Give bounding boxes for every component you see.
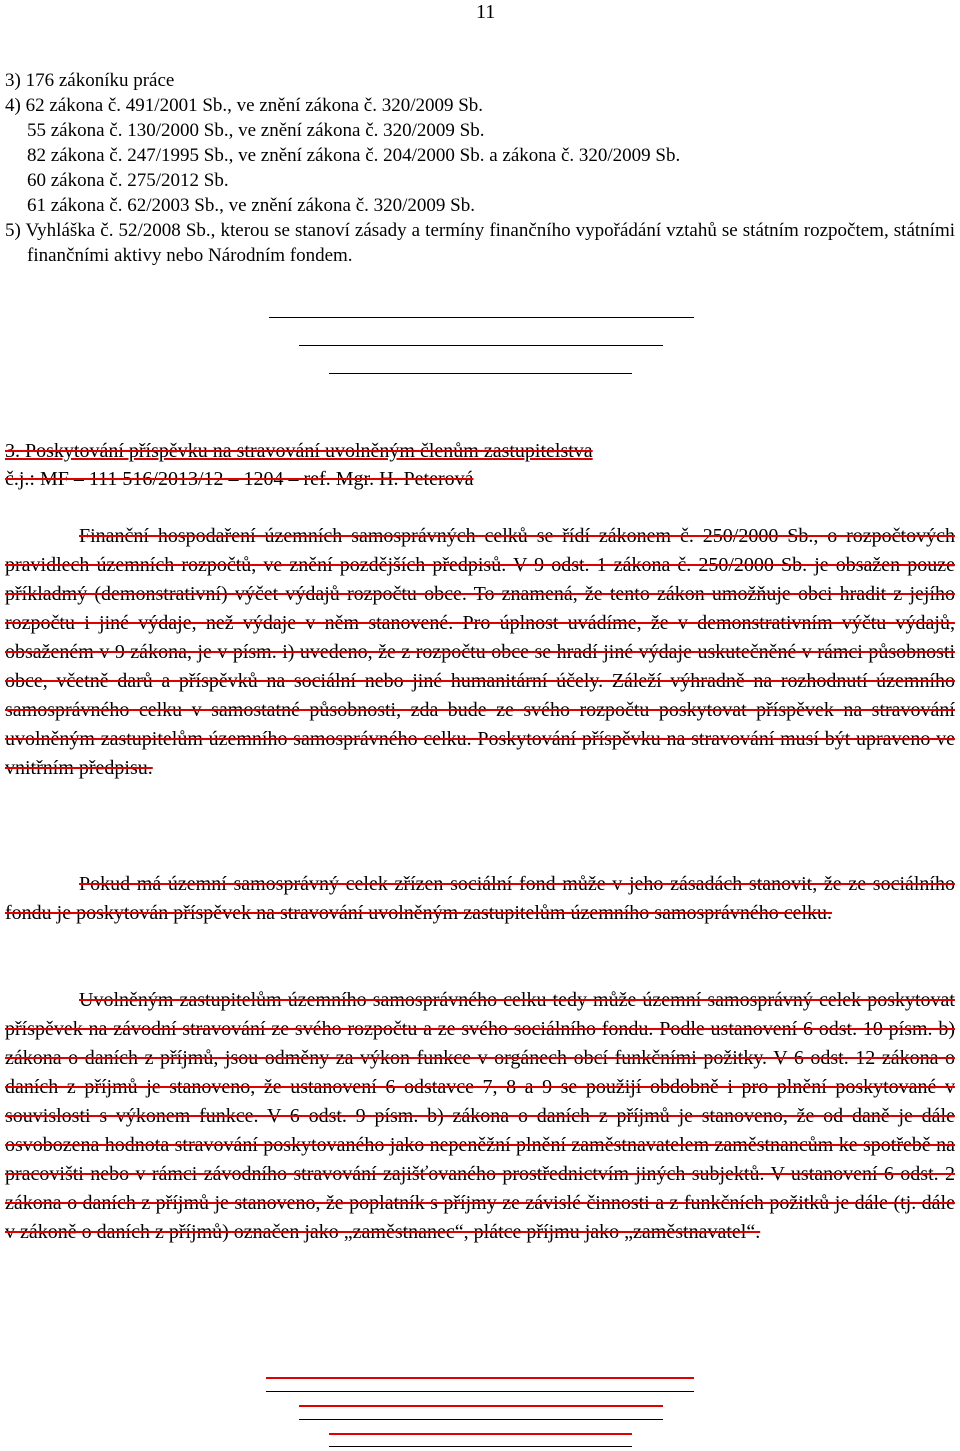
separator-line — [269, 317, 694, 318]
reference-line: 60 zákona č. 275/2012 Sb. — [27, 170, 229, 191]
separator-line — [329, 1446, 632, 1447]
paragraph-socialni-fond: Pokud má územní samosprávný celek zřízen sociální fond může v jeho zásadách stanovit, že ze sociálního fondu je poskytován příspěvek na stravování uvolněným zastupitelům územního samosprávného celku. — [5, 873, 955, 924]
paragraph-uvolnenym-zastupitelum: Uvolněným zastupitelům územního samosprávného celku tedy může územní samosprávný celek poskytovat příspěvek na závodní stravování ze svého rozpočtu a ze svého sociálního fondu. Podle ustanovení 6 odst. 10 písm. b) zákona o daních z příjmů, jsou odměny za výkon funkce v orgánech obcí funkčními požitky. V 6 odst. 12 zákona o daních z příjmů je stanoveno, že ustanovení 6 odstavce 7, 8 a 9 se použijí obdobně i pro plnění poskytované v souvislosti s výkonem funkce. V 6 odst. 9 písm. b) zákona o daních z příjmů je stanoveno, že od daně je dále osvobozena hodnota stravování poskytovaného jako nepeněžní plnění zaměstnavatelem zaměstnancům ke spotřebě na pracovišti nebo v rámci závodního stravování zajišťovaného prostřednictvím jiných subjektů. V ustanovení 6 odst. 2 zákona o daních z příjmů je stanoveno, že poplatník s příjmy ze závislé činnosti a z funkčních požitků je dále (tj. dále v zákoně o daních z příjmů) označen jako „zaměstnanec“, plátce příjmu jako „zaměstnavatel“. — [5, 989, 955, 1243]
section-reference: č.j.: MF – 111 516/2013/12 – 1204 – ref. Mgr. H. Peterová — [5, 468, 474, 490]
paragraph-financni-hospodareni: Finanční hospodaření územních samosprávných celků se řídí zákonem č. 250/2000 Sb., o rozpočtových pravidlech územních rozpočtů, ve znění pozdějších předpisů. V 9 odst. 1 zákona č. 250/2000 Sb. je obsažen pouze příkladmý (demonstrativní) výčet výdajů rozpočtu obce. To znamená, že tento zákon umožňuje obci hradit z jejího rozpočtu i jiné výdaje, než výdaje v něm stanovené. Pro úplnost uvádíme, že v demonstrativním výčtu výdajů, obsaženém v 9 zákona, je v písm. i) uvedeno, že z rozpočtu obce se hradí jiné výdaje uskutečněné v rámci působnosti obce, včetně darů a příspěvků na sociální nebo jiné humanitární účely. Záleží výhradně na rozhodnutí územního samosprávného celku v samostatné působnosti, zda bude ze svého rozpočtu poskytovat příspěvek na stravování uvolněným zastupitelům územního samosprávného celku. Poskytování příspěvku na stravování musí být upraveno ve vnitřním předpisu. — [5, 525, 955, 779]
separator-line — [299, 1419, 663, 1420]
reference-line: 3) 176 zákoníku práce — [5, 70, 175, 91]
reference-line: 82 zákona č. 247/1995 Sb., ve znění zákona č. 204/2000 Sb. a zákona č. 320/2009 Sb. — [27, 145, 681, 166]
separator-line-struck — [329, 1433, 632, 1435]
section-title: 3. Poskytování příspěvku na stravování uvolněným členům zastupitelstva — [5, 440, 593, 462]
separator-line — [329, 373, 632, 374]
reference-line: 55 zákona č. 130/2000 Sb., ve znění zákona č. 320/2009 Sb. — [27, 120, 485, 141]
reference-line-vyhlaska: 5) Vyhláška č. 52/2008 Sb., kterou se stanoví zásady a termíny finančního vypořádání vztahů se státním rozpočtem, státními finančními aktivy nebo Národním fondem. — [5, 220, 955, 266]
reference-line: 4) 62 zákona č. 491/2001 Sb., ve znění zákona č. 320/2009 Sb. — [5, 95, 484, 116]
footnote-references — [5, 68, 955, 268]
separator-line — [266, 1391, 694, 1392]
separator-line-struck — [266, 1377, 694, 1379]
reference-line: 61 zákona č. 62/2003 Sb., ve znění zákona č. 320/2009 Sb. — [27, 195, 475, 216]
page-number: 11 — [476, 1, 496, 23]
separator-line — [299, 345, 663, 346]
separator-line-struck — [299, 1405, 663, 1407]
